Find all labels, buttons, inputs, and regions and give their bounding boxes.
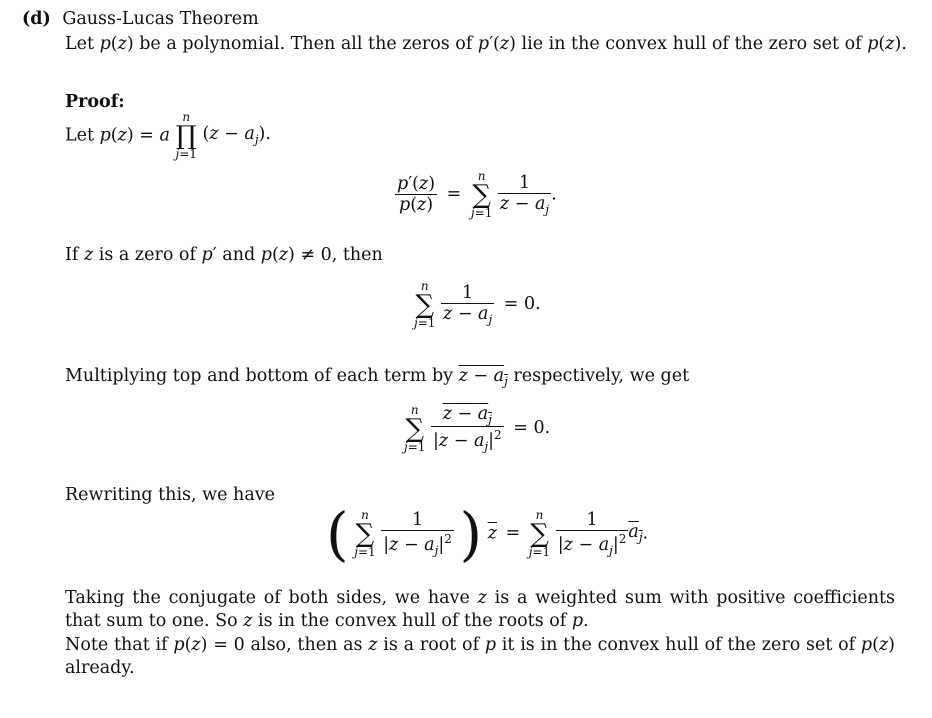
section-header [22,9,259,29]
sum-operator: n ∑ j=1 [404,403,426,454]
fraction-one-over-z-minus-aj: $\frac{1}{z - a_j}$ [499,172,550,217]
section-title: Gauss-Lucas Theorem [62,9,259,29]
equation-conjugate-sum: n ∑ j=1 $\frac{z - a_j}{|z - a_j|^2}$ = 0. [404,403,551,454]
section-label: (d) [22,9,51,29]
fraction-one-over-abs: $\frac{1}{|z - a_j|^2}$ [557,509,627,558]
proof-heading: Proof: [65,92,125,112]
fraction-conj-over-abs: $\frac{z - a_j}{|z - a_j|^2}$ [433,403,502,454]
equation-weighted-sum: ( n ∑ j=1 $\frac{1}{|z - a_j|^2}$ ) $\overline{z}$ = n ∑ j=1 $\frac{1}{|z - a_j|^2}$ $a_j$. [326,500,649,568]
note-paragraph: Note that if p(z) = 0 also, then as z is a root of p it is in the convex hull of the zero set of p(z) already. [65,635,895,678]
fraction-pprime-over-p: $\frac{p'(z)}{p(z)}$ [397,173,436,215]
conclusion-paragraph: Taking the conjugate of both sides, we have z is a weighted sum with positive coefficients that sum to one. So z is in the convex hull of the roots of p. [65,588,895,631]
theorem-statement: Let p(z) be a polynomial. Then all the zeros of p′(z) lie in the convex hull of the zero set of p(z). [65,34,907,54]
let-word: Let [65,125,95,146]
product-operator: n ∏ j=1 [175,110,197,161]
equation-sum-zero: n ∑ j=1 $\frac{1}{z - a_j}$ = 0. [414,279,541,330]
sum-operator: n ∑ j=1 [470,169,493,220]
equation-log-derivative: $\frac{p'(z)}{p(z)}$ = n ∑ j=1 $\frac{1}{z - a_j}$ . [397,169,557,220]
sum-operator: n ∑ j=1 [414,279,436,330]
fraction-one-over-z-minus-aj: $\frac{1}{z - a_j}$ [443,282,493,327]
multiplying-line: Multiplying top and bottom of each term by $z - a_j$ respectively, we get [65,366,690,389]
poly-definition: Let p(z) = a n ∏ j=1 $(z - a_j)$. [65,110,271,161]
if-zero-line: If z is a zero of p′ and p(z) ≠ 0, then [65,245,383,265]
sum-operator: n ∑ j=1 [528,508,551,559]
sum-operator: n ∑ j=1 [354,508,376,559]
fraction-one-over-abs: $\frac{1}{|z - a_j|^2}$ [383,509,452,558]
rewriting-line: Rewriting this, we have [65,485,275,505]
